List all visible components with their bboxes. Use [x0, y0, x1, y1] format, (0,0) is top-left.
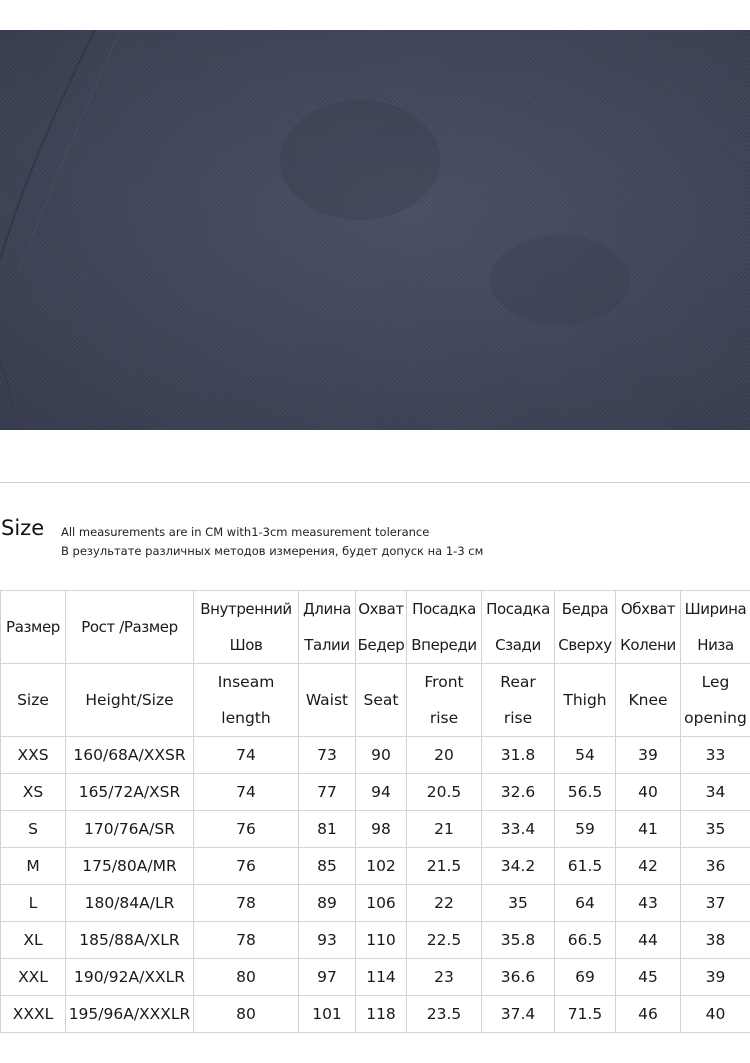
en-header-text: rise: [503, 709, 533, 727]
table-cell: 101: [299, 996, 356, 1033]
table-cell: 74: [194, 774, 299, 811]
ru-header-cell: [681, 591, 750, 664]
table-cell: 78: [194, 885, 299, 922]
en-header-text: Thigh: [563, 691, 607, 709]
ru-header-text: Рост /Размер: [81, 618, 178, 636]
ru-header-cell: [1, 591, 66, 664]
table-cell: 80: [194, 996, 299, 1033]
en-header-text: Front: [424, 673, 464, 691]
table-row: [1, 922, 750, 959]
en-header-cell: [66, 664, 194, 737]
ru-header-text: Колени: [620, 636, 676, 654]
en-header-text: Waist: [305, 691, 349, 709]
table-cell: 44: [616, 922, 681, 959]
en-header-text: rise: [429, 709, 459, 727]
table-cell: 165/72A/XSR: [66, 774, 194, 811]
table-row: [1, 737, 750, 774]
table-cell: 32.6: [482, 774, 555, 811]
table-cell: 76: [194, 848, 299, 885]
table-cell: 21.5: [407, 848, 482, 885]
table-cell: 160/68A/XXSR: [66, 737, 194, 774]
table-cell: 54: [555, 737, 616, 774]
table-cell: 40: [681, 996, 750, 1033]
en-header-text: Inseam: [217, 673, 275, 691]
table-cell: 23: [407, 959, 482, 996]
en-header-text: opening: [684, 709, 747, 727]
table-cell: 59: [555, 811, 616, 848]
table-cell: 61.5: [555, 848, 616, 885]
table-cell: 40: [616, 774, 681, 811]
table-cell: 34.2: [482, 848, 555, 885]
table-cell: XXS: [1, 737, 66, 774]
table-cell: 93: [299, 922, 356, 959]
table-cell: 66.5: [555, 922, 616, 959]
ru-header-text: Ширина: [684, 600, 747, 618]
table-cell: 102: [356, 848, 407, 885]
ru-header-cell: [299, 591, 356, 664]
header-row-english: [1, 664, 750, 737]
table-cell: 22.5: [407, 922, 482, 959]
table-cell: 39: [681, 959, 750, 996]
ru-header-text: Бедра: [561, 600, 609, 618]
table-cell: 33: [681, 737, 750, 774]
table-row: [1, 848, 750, 885]
table-cell: M: [1, 848, 66, 885]
table-row: [1, 811, 750, 848]
en-header-cell: [482, 664, 555, 737]
size-title: Size: [1, 516, 45, 540]
en-header-text: Leg: [701, 673, 730, 691]
en-header-cell: [299, 664, 356, 737]
table-cell: 39: [616, 737, 681, 774]
table-cell: 36: [681, 848, 750, 885]
ru-header-cell: [482, 591, 555, 664]
ru-header-cell: [555, 591, 616, 664]
ru-header-text: Сзади: [495, 636, 541, 654]
table-cell: XL: [1, 922, 66, 959]
ru-header-cell: [66, 591, 194, 664]
ru-header-text: Посадка: [486, 600, 550, 618]
table-cell: 22: [407, 885, 482, 922]
table-cell: 90: [356, 737, 407, 774]
table-cell: 85: [299, 848, 356, 885]
en-header-cell: [1, 664, 66, 737]
table-cell: 80: [194, 959, 299, 996]
table-cell: 94: [356, 774, 407, 811]
en-header-cell: [356, 664, 407, 737]
note-english: All measurements are in CM with1-3cm measurement tolerance: [61, 525, 430, 539]
table-cell: XXL: [1, 959, 66, 996]
table-cell: XS: [1, 774, 66, 811]
en-header-text: length: [221, 709, 271, 727]
en-header-text: Size: [17, 691, 49, 709]
table-cell: 56.5: [555, 774, 616, 811]
table-row: [1, 996, 750, 1033]
table-cell: 78: [194, 922, 299, 959]
table-cell: 190/92A/XXLR: [66, 959, 194, 996]
table-cell: 46: [616, 996, 681, 1033]
section-divider: [0, 482, 750, 483]
table-cell: 45: [616, 959, 681, 996]
ru-header-text: Впереди: [411, 636, 477, 654]
table-cell: 35: [482, 885, 555, 922]
table-cell: 35.8: [482, 922, 555, 959]
en-header-cell: [555, 664, 616, 737]
en-header-cell: [616, 664, 681, 737]
table-cell: 98: [356, 811, 407, 848]
table-cell: XXXL: [1, 996, 66, 1033]
table-row: [1, 885, 750, 922]
table-cell: L: [1, 885, 66, 922]
table-cell: 110: [356, 922, 407, 959]
table-cell: 20: [407, 737, 482, 774]
table-cell: 175/80A/MR: [66, 848, 194, 885]
table-cell: 69: [555, 959, 616, 996]
table-cell: S: [1, 811, 66, 848]
table-cell: 118: [356, 996, 407, 1033]
table-cell: 185/88A/XLR: [66, 922, 194, 959]
table-cell: 74: [194, 737, 299, 774]
table-cell: 20.5: [407, 774, 482, 811]
en-header-text: Seat: [363, 691, 399, 709]
ru-header-text: Размер: [6, 618, 60, 636]
table-cell: 34: [681, 774, 750, 811]
table-cell: 114: [356, 959, 407, 996]
table-cell: 97: [299, 959, 356, 996]
fabric-photo: [0, 30, 750, 430]
table-cell: 37.4: [482, 996, 555, 1033]
table-cell: 41: [616, 811, 681, 848]
ru-header-cell: [407, 591, 482, 664]
table-cell: 71.5: [555, 996, 616, 1033]
table-cell: 73: [299, 737, 356, 774]
table-cell: 33.4: [482, 811, 555, 848]
ru-header-cell: [356, 591, 407, 664]
en-header-text: Knee: [628, 691, 668, 709]
table-cell: 76: [194, 811, 299, 848]
table-cell: 42: [616, 848, 681, 885]
ru-header-text: Длина: [302, 600, 352, 618]
table-cell: 21: [407, 811, 482, 848]
table-cell: 81: [299, 811, 356, 848]
ru-header-text: Шов: [229, 636, 263, 654]
table-row: [1, 959, 750, 996]
en-header-text: Rear: [500, 673, 536, 691]
table-cell: 89: [299, 885, 356, 922]
ru-header-text: Внутренний: [200, 600, 292, 618]
ru-header-cell: [616, 591, 681, 664]
ru-header-text: Бедер: [357, 636, 405, 654]
ru-header-text: Низа: [697, 636, 734, 654]
note-russian: В результате различных методов измерения, будет допуск на 1-3 см: [61, 544, 484, 558]
table-cell: 77: [299, 774, 356, 811]
en-header-text: Height/Size: [85, 691, 174, 709]
ru-header-text: Посадка: [412, 600, 476, 618]
ru-header-text: Талии: [304, 636, 350, 654]
table-row: [1, 774, 750, 811]
table-cell: 180/84A/LR: [66, 885, 194, 922]
table-cell: 43: [616, 885, 681, 922]
table-cell: 35: [681, 811, 750, 848]
table-cell: 195/96A/XXXLR: [66, 996, 194, 1033]
table-cell: 36.6: [482, 959, 555, 996]
en-header-cell: [407, 664, 482, 737]
table-cell: 31.8: [482, 737, 555, 774]
ru-header-text: Сверху: [558, 636, 612, 654]
en-header-cell: [681, 664, 750, 737]
table-cell: 37: [681, 885, 750, 922]
table-cell: 23.5: [407, 996, 482, 1033]
fabric-seam-lines: [0, 30, 750, 430]
ru-header-cell: [194, 591, 299, 664]
header-row-russian: [1, 591, 750, 664]
table-cell: 64: [555, 885, 616, 922]
table-cell: 106: [356, 885, 407, 922]
table-cell: 38: [681, 922, 750, 959]
size-chart-table: [0, 590, 750, 1033]
ru-header-text: Обхват: [620, 600, 676, 618]
en-header-cell: [194, 664, 299, 737]
ru-header-text: Охват: [358, 600, 404, 618]
table-cell: 170/76A/SR: [66, 811, 194, 848]
